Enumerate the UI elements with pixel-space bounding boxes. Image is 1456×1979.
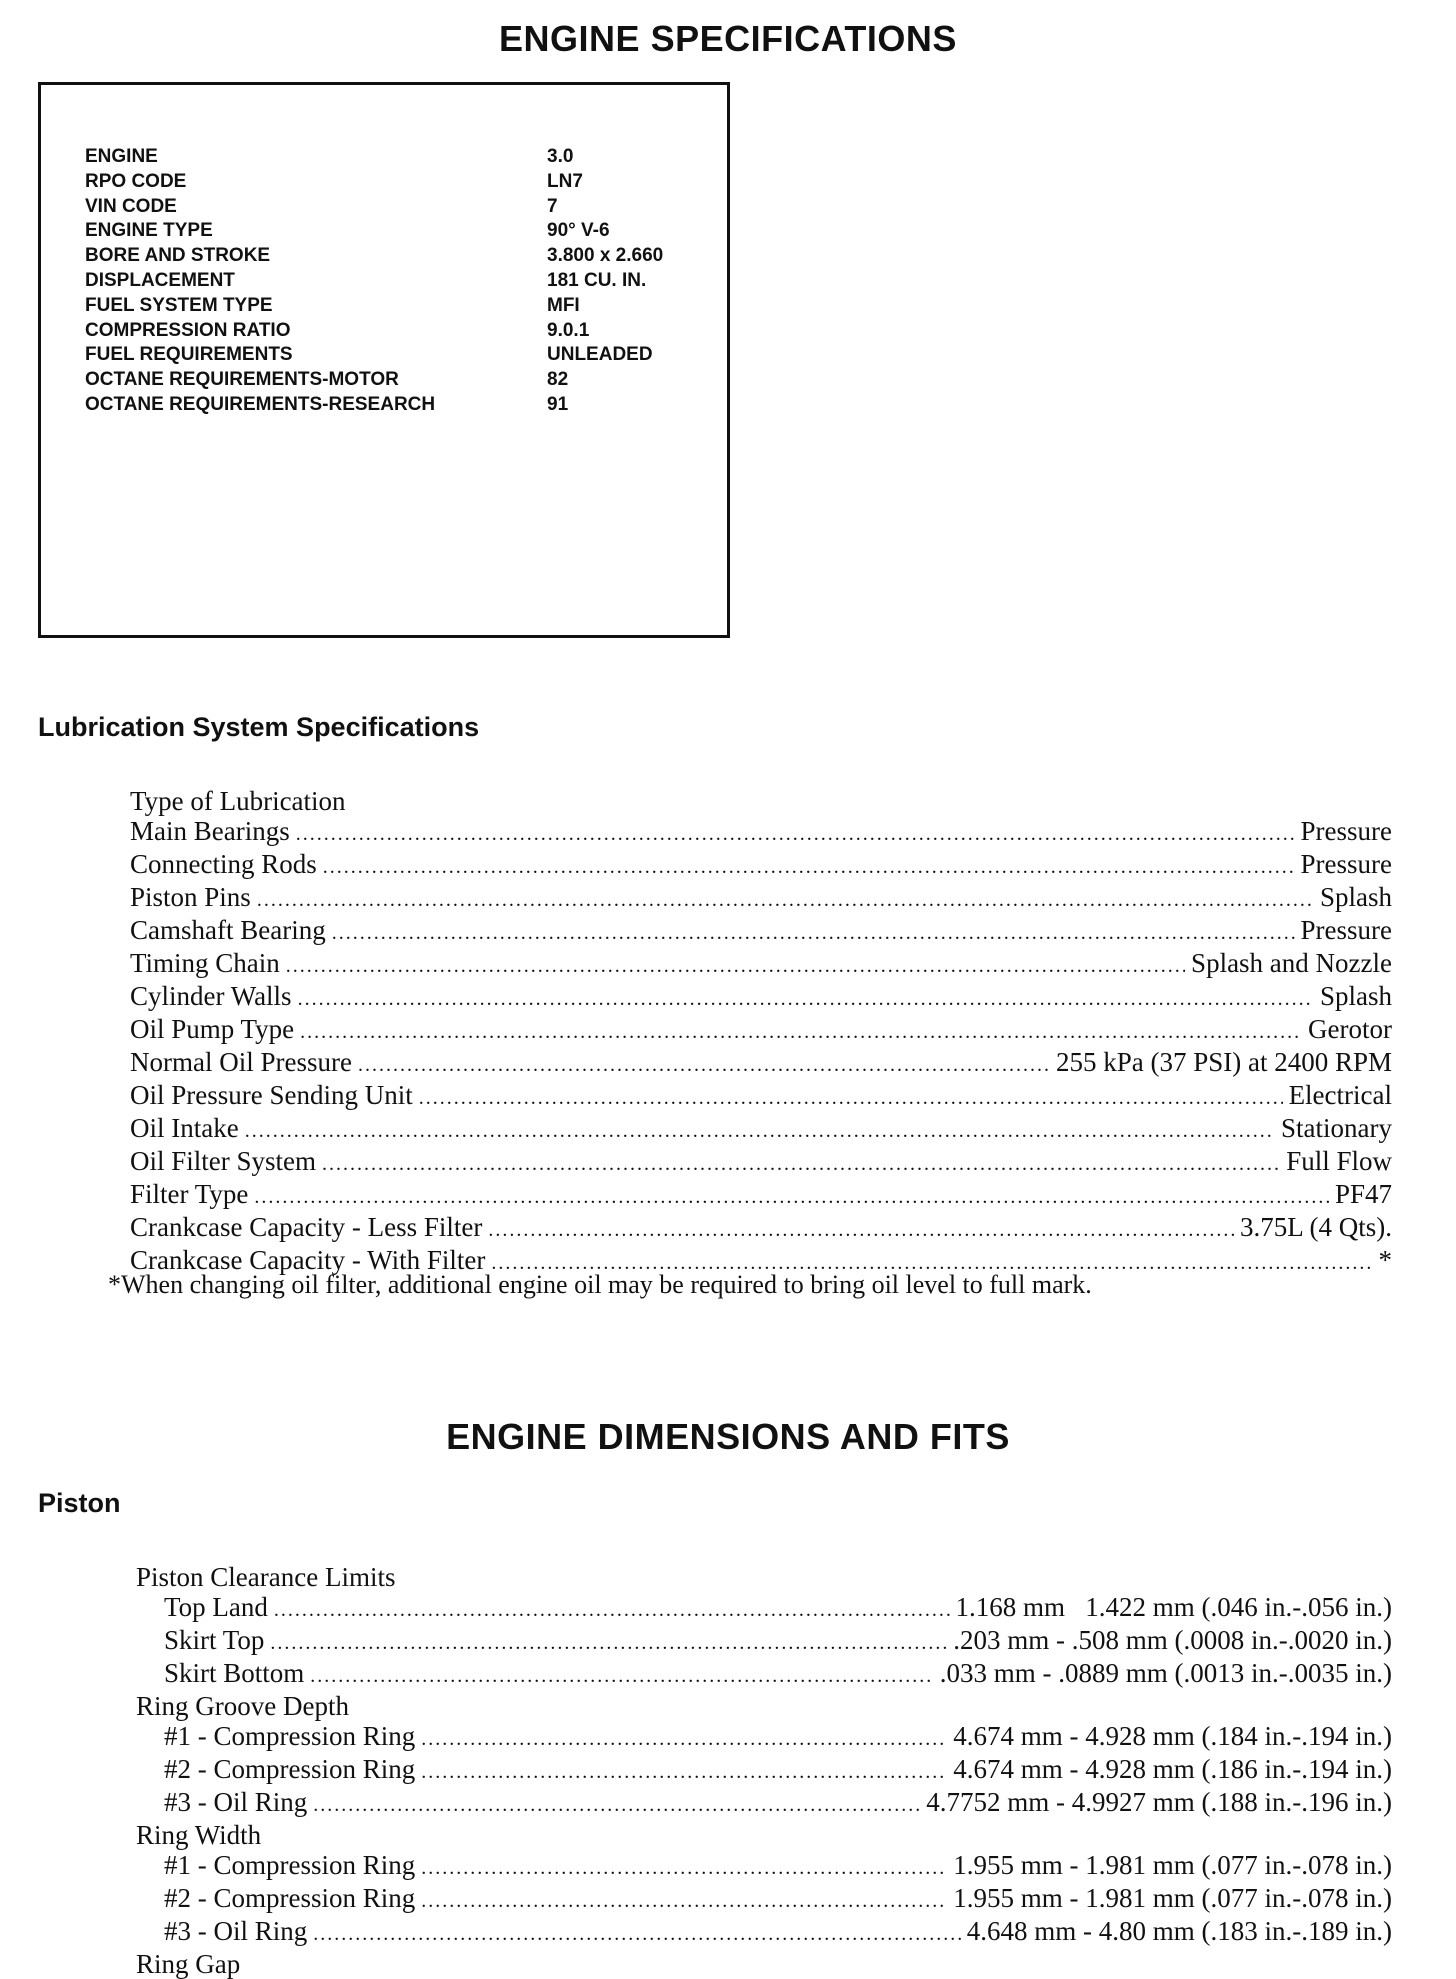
lubrication-row <box>130 1212 1392 1245</box>
dot-leader <box>270 1625 947 1658</box>
spec-label: VIN CODE <box>85 195 177 217</box>
row-value: 3.75L (4 Qts). <box>1240 1212 1392 1242</box>
lubrication-heading: Lubrication System Specifications <box>38 712 480 742</box>
dot-leader <box>332 915 1295 948</box>
row-label: Filter Type <box>130 1179 249 1209</box>
row-label: Crankcase Capacity - Less Filter <box>130 1212 483 1242</box>
lubrication-row <box>130 882 1392 915</box>
lubrication-row <box>130 1113 1392 1146</box>
spec-value: 90° V-6 <box>547 220 610 242</box>
row-label: Oil Pump Type <box>130 1014 295 1044</box>
groove-heading: Ring Groove Depth <box>136 1691 349 1721</box>
spec-row <box>85 269 663 294</box>
spec-label: FUEL SYSTEM TYPE <box>85 294 273 316</box>
spec-value: 3.800 x 2.660 <box>547 245 664 267</box>
width-heading: Ring Width <box>136 1820 262 1850</box>
row-value: Pressure <box>1300 915 1392 945</box>
row-label: #2 - Compression Ring <box>164 1754 416 1784</box>
spec-label: RPO CODE <box>85 170 187 192</box>
spec-value: 9.0.1 <box>547 319 590 341</box>
dot-leader <box>245 1113 1275 1146</box>
lubrication-list <box>130 786 1392 1278</box>
row-value: 1.168 mm 1.422 mm (.046 in.-.056 in.) <box>955 1592 1392 1622</box>
engine-spec-box <box>38 82 730 638</box>
lubrication-row <box>130 981 1392 1014</box>
row-label: Main Bearings <box>130 816 290 846</box>
spec-row <box>85 195 663 220</box>
spec-label: ENGINE TYPE <box>85 220 213 242</box>
spec-value: 3.0 <box>547 146 574 167</box>
spec-row <box>85 219 663 244</box>
dot-leader <box>286 948 1185 981</box>
dot-leader <box>421 1754 947 1787</box>
row-label: Normal Oil Pressure <box>130 1047 352 1077</box>
row-value: Full Flow <box>1286 1146 1392 1176</box>
piston-dimensions-list <box>136 1562 1392 1979</box>
engine-spec-list <box>85 145 663 418</box>
spec-row <box>85 170 663 195</box>
row-value: Gerotor <box>1308 1014 1392 1044</box>
dot-leader <box>323 849 1295 882</box>
spec-value: 7 <box>547 195 558 217</box>
lubrication-row <box>130 1014 1392 1047</box>
row-value: 4.674 mm - 4.928 mm (.184 in.-.194 in.) <box>953 1721 1392 1751</box>
lubrication-row <box>130 915 1392 948</box>
dot-leader <box>419 1080 1283 1113</box>
clearance-row <box>136 1658 1392 1691</box>
engine-dimensions-title: ENGINE DIMENSIONS AND FITS <box>446 1416 1010 1457</box>
dot-leader <box>488 1212 1234 1245</box>
row-label: #1 - Compression Ring <box>164 1850 416 1880</box>
spec-row <box>85 393 663 418</box>
spec-row <box>85 343 663 368</box>
lubrication-row <box>130 1047 1392 1080</box>
row-label: Top Land <box>164 1592 268 1622</box>
dot-leader <box>300 1014 1302 1047</box>
piston-heading: Piston <box>38 1488 121 1518</box>
row-value: Electrical <box>1288 1080 1392 1110</box>
row-label: Timing Chain <box>130 948 280 978</box>
dot-leader <box>421 1721 947 1754</box>
clearance-row <box>136 1625 1392 1658</box>
row-value: Stationary <box>1281 1113 1392 1143</box>
dot-leader <box>257 882 1314 915</box>
row-value: Splash and Nozzle <box>1191 948 1392 978</box>
row-value: 255 kPa (37 PSI) at 2400 RPM <box>1055 1047 1392 1077</box>
row-label: Piston Pins <box>130 882 251 912</box>
groove-row <box>136 1721 1392 1754</box>
dot-leader <box>421 1883 947 1916</box>
spec-row <box>85 145 663 170</box>
row-value: Splash <box>1319 882 1392 912</box>
row-label: Oil Pressure Sending Unit <box>130 1080 413 1110</box>
groove-row <box>136 1754 1392 1787</box>
lubrication-row <box>130 948 1392 981</box>
dot-leader <box>274 1592 950 1625</box>
width-row <box>136 1916 1392 1949</box>
dot-leader <box>254 1179 1329 1212</box>
dot-leader <box>313 1787 920 1820</box>
engine-specifications-title: ENGINE SPECIFICATIONS <box>499 18 957 59</box>
spec-label: ENGINE <box>85 146 158 167</box>
spec-value: LN7 <box>547 170 583 192</box>
row-value: Pressure <box>1300 816 1392 846</box>
spec-row <box>85 368 663 393</box>
row-label: #3 - Oil Ring <box>164 1787 308 1817</box>
row-value: Pressure <box>1300 849 1392 879</box>
dot-leader <box>421 1850 947 1883</box>
row-value: .033 mm - .0889 mm (.0013 in.-.0035 in.) <box>939 1658 1392 1688</box>
clearance-row <box>136 1592 1392 1625</box>
row-value: .203 mm - .508 mm (.0008 in.-.0020 in.) <box>953 1625 1392 1655</box>
row-label: Skirt Top <box>164 1625 265 1655</box>
lubrication-row <box>130 1080 1392 1113</box>
spec-label: OCTANE REQUIREMENTS-RESEARCH <box>85 393 436 415</box>
lubrication-row <box>130 849 1392 882</box>
spec-row <box>85 294 663 319</box>
lubrication-row <box>130 816 1392 849</box>
spec-label: FUEL REQUIREMENTS <box>85 344 293 366</box>
dot-leader <box>296 816 1295 849</box>
spec-label: BORE AND STROKE <box>85 245 271 267</box>
spec-label: DISPLACEMENT <box>85 269 235 291</box>
width-row <box>136 1883 1392 1916</box>
row-label: Cylinder Walls <box>130 981 292 1011</box>
groove-row <box>136 1787 1392 1820</box>
row-label: #3 - Oil Ring <box>164 1916 308 1946</box>
row-value: 4.648 mm - 4.80 mm (.183 in.-.189 in.) <box>966 1916 1392 1946</box>
row-label: Crankcase Capacity - With Filter <box>130 1245 486 1275</box>
spec-value: 181 CU. IN. <box>547 269 647 291</box>
row-label: Connecting Rods <box>130 849 317 879</box>
dot-leader <box>358 1047 1050 1080</box>
spec-value: UNLEADED <box>547 344 653 366</box>
dot-leader <box>298 981 1314 1014</box>
row-value: PF47 <box>1334 1179 1392 1209</box>
lubrication-intro: Type of Lubrication <box>130 786 346 816</box>
row-label: #2 - Compression Ring <box>164 1883 416 1913</box>
dot-leader <box>322 1146 1280 1179</box>
lubrication-row <box>130 1179 1392 1212</box>
row-label: Oil Filter System <box>130 1146 317 1176</box>
row-value: * <box>1378 1245 1392 1275</box>
row-label: #1 - Compression Ring <box>164 1721 416 1751</box>
row-value: Splash <box>1319 981 1392 1011</box>
gap-heading: Ring Gap <box>136 1949 241 1979</box>
spec-value: 82 <box>547 369 569 391</box>
spec-value: 91 <box>547 393 569 415</box>
spec-row <box>85 319 663 344</box>
dot-leader <box>313 1916 961 1949</box>
width-row <box>136 1850 1392 1883</box>
row-value: 4.7752 mm - 4.9927 mm (.188 in.-.196 in.) <box>926 1787 1392 1817</box>
dot-leader <box>310 1658 933 1691</box>
clearance-heading: Piston Clearance Limits <box>136 1562 396 1592</box>
lubrication-row <box>130 1146 1392 1179</box>
row-label: Oil Intake <box>130 1113 239 1143</box>
row-label: Camshaft Bearing <box>130 915 326 945</box>
row-value: 4.674 mm - 4.928 mm (.186 in.-.194 in.) <box>953 1754 1392 1784</box>
spec-label: OCTANE REQUIREMENTS-MOTOR <box>85 369 399 391</box>
spec-row <box>85 244 663 269</box>
row-value: 1.955 mm - 1.981 mm (.077 in.-.078 in.) <box>953 1883 1392 1913</box>
row-value: 1.955 mm - 1.981 mm (.077 in.-.078 in.) <box>953 1850 1392 1880</box>
spec-label: COMPRESSION RATIO <box>85 319 291 341</box>
spec-value: MFI <box>547 294 580 316</box>
lubrication-footnote: *When changing oil filter, additional engine oil may be required to bring oil level to full mark. <box>108 1270 1092 1299</box>
row-label: Skirt Bottom <box>164 1658 305 1688</box>
